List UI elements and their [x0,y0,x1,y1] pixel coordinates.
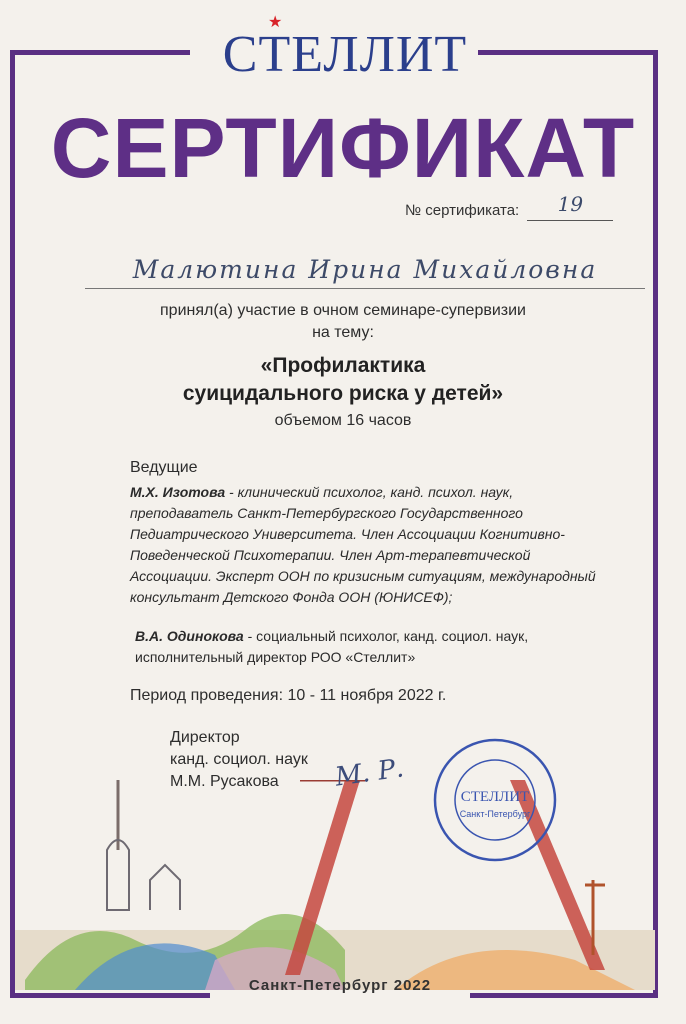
steллit-logo [210,20,480,90]
director-signature: М. Р. [333,753,406,793]
frame-top-left [10,50,190,55]
certificate-number [405,192,613,221]
host-2-name: В.А. Одинокова [135,628,244,644]
stamp-center-text: СТЕЛЛИТ [460,789,530,805]
art-cathedral [107,840,129,910]
hosts-label: Ведущие [130,459,198,476]
art-dome-building [150,865,180,910]
host-1-name: М.Х. Изотова [130,484,226,500]
certificate-title: СЕРТИФИКАТ [50,101,636,195]
director-degree: канд. социол. наук [170,751,308,768]
organization-stamp [430,735,560,865]
host-1 [130,482,600,608]
director-name: М.М. Русакова [170,773,279,790]
certificate-number-line [527,192,613,221]
frame-top-right [478,50,658,55]
period-text: Период проведения: 10 - 11 ноября 2022 г. [130,687,447,704]
certificate-number-value: 19 [557,192,584,216]
volume-text: объемом 16 часов [274,412,412,429]
participation-line-1: принял(а) участие в очном семинаре-супервизии [160,302,526,319]
logo-star-icon: ★ [268,14,283,31]
topic-line-2: суицидального риска у детей» [182,382,504,405]
participation-line-2: на тему: [312,324,374,341]
host-1-description: - клинический психолог, канд. психол. наук, преподаватель Санкт-Петербургского Государственного Педиатрического Университета. Член Ассоциации Когнитивно-Поведенческой Психотерапии. Член Арт-терапевтической Ассоциации. Эксперт ООН по кризисным ситуациям, международный консультант Детского Фонда ООН (ЮНИСЕФ); [130,484,596,605]
host-2 [135,626,605,668]
topic-line-1: «Профилактика [260,354,426,377]
footer-city-year: Санкт-Петербург 2022 [248,977,432,994]
host-2-description: - социальный психолог, канд. социол. наук, исполнительный директор РОО «Стеллит» [135,628,529,665]
certificate-number-label: № сертификата: [405,202,520,219]
stamp-city-text: Санкт-Петербург [459,809,531,819]
logo-text: СТЕЛЛИТ [222,26,468,83]
director-title: Директор [170,729,240,746]
recipient-name: Малютина Ирина Михайловна [85,252,645,289]
